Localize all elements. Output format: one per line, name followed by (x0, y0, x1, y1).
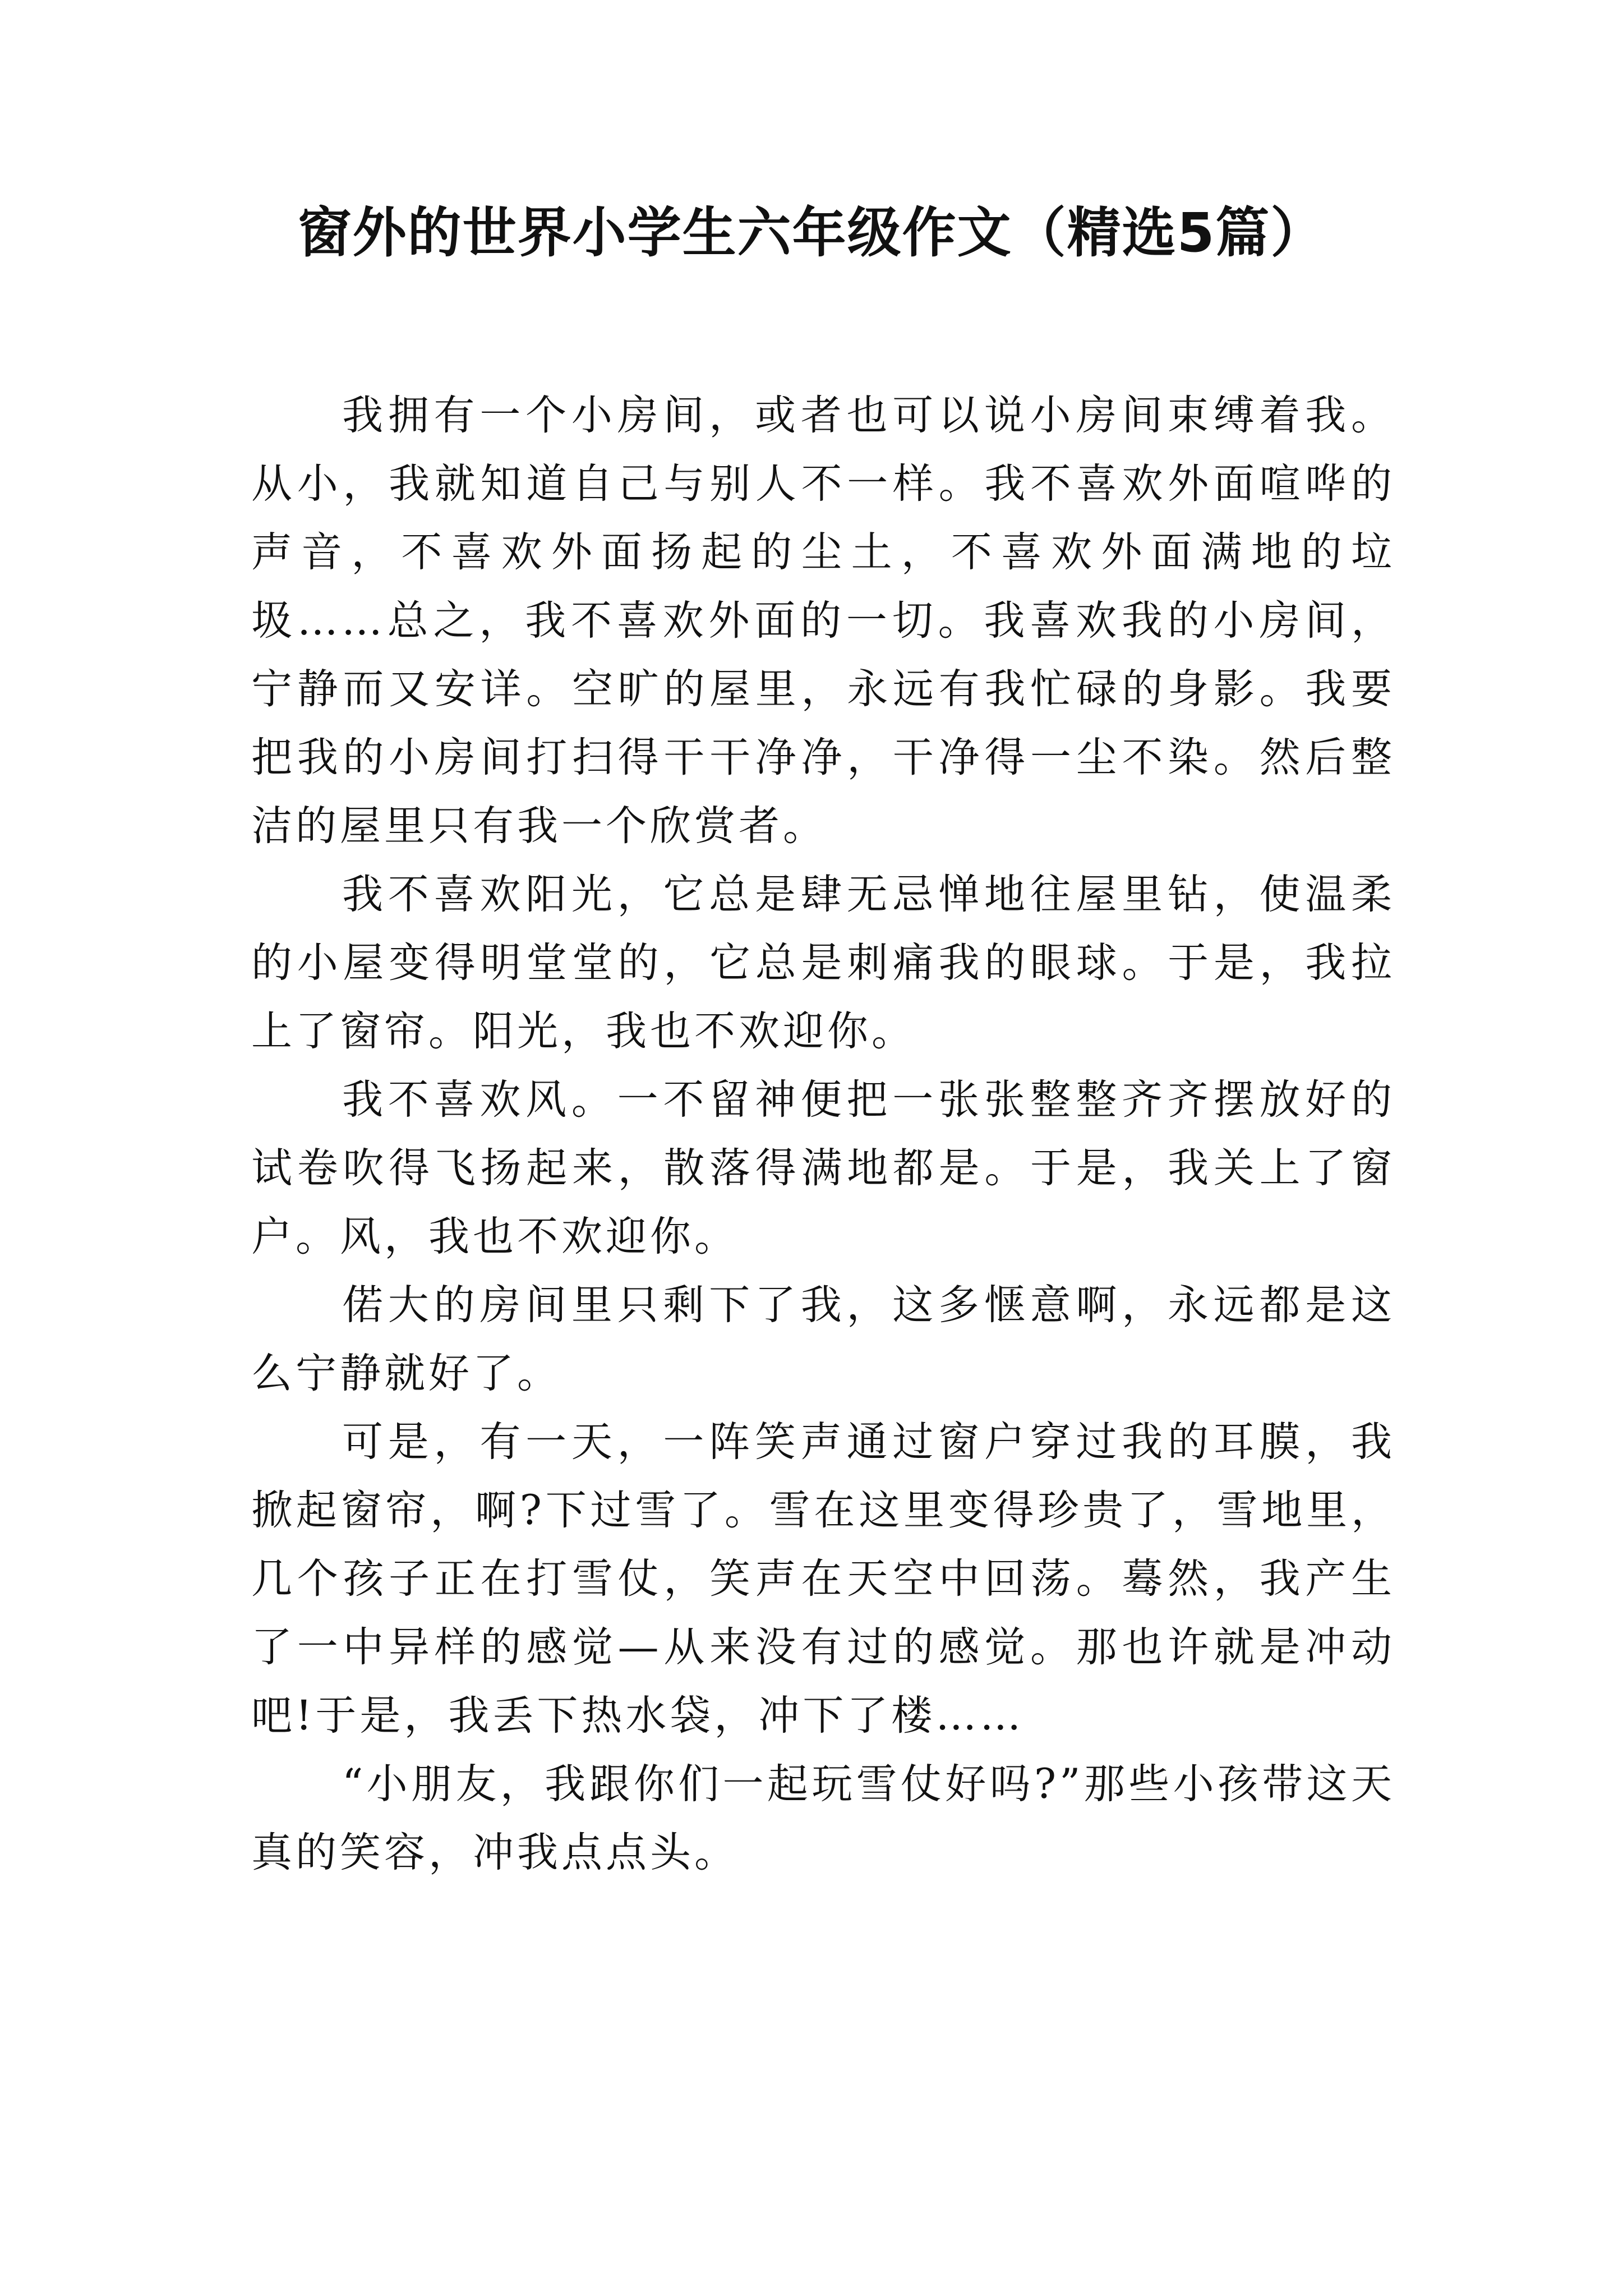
document-title: 窗外的世界小学生六年级作文（精选5篇） (297, 201, 1326, 264)
paragraph-3: 我不喜欢风。一不留神便把一张张整整齐齐摆放好的试卷吹得飞扬起来，散落得满地都是。于是，我关上了窗户。风，我也不欢迎你。 (251, 1076, 1395, 1260)
document-body (251, 381, 1395, 1887)
paragraph-6: “小朋友，我跟你们一起玩雪仗好吗?”那些小孩带这天真的笑容，冲我点点头。 (251, 1760, 1395, 1876)
paragraph-5: 可是，有一天，一阵笑声通过窗户穿过我的耳膜，我掀起窗帘，啊?下过雪了。雪在这里变得珍贵了，雪地里，几个孩子正在打雪仗，笑声在天空中回荡。蓦然，我产生了一中异样的感觉—从来没有过的感觉。那也许就是冲动吧!于是，我丢下热水袋，冲下了楼…… (251, 1418, 1395, 1740)
paragraph-4: 偌大的房间里只剩下了我，这多惬意啊，永远都是这么宁静就好了。 (251, 1281, 1395, 1397)
paragraph-1: 我拥有一个小房间，或者也可以说小房间束缚着我。从小，我就知道自己与别人不一样。我不喜欢外面喧哗的声音，不喜欢外面扬起的尘土，不喜欢外面满地的垃圾……总之，我不喜欢外面的一切。我喜欢我的小房间，宁静而又安详。空旷的屋里，永远有我忙碌的身影。我要把我的小房间打扫得干干净净，干净得一尘不染。然后整洁的屋里只有我一个欣赏者。 (251, 392, 1395, 850)
paragraph-2: 我不喜欢阳光，它总是肆无忌惮地往屋里钻，使温柔的小屋变得明堂堂的，它总是刺痛我的眼球。于是，我拉上了窗帘。阳光，我也不欢迎你。 (251, 871, 1395, 1055)
